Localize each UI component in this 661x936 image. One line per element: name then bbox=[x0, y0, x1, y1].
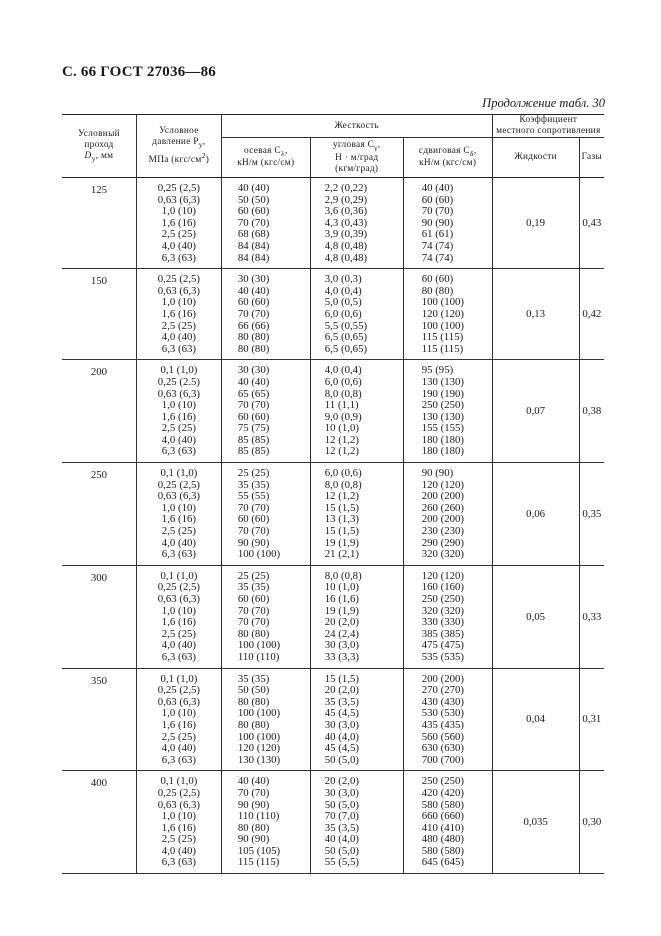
header-shear: сдвиговая $C_\delta$, кН/м (кгс/см) bbox=[403, 138, 492, 178]
value-line: 4,8 (0,48) bbox=[324, 251, 368, 264]
table-row bbox=[62, 269, 604, 360]
value-line: 30 (3,0) bbox=[324, 786, 359, 799]
nominal-diameter-cell: 150 bbox=[62, 269, 136, 360]
value-line: 15 (1,5) bbox=[324, 672, 359, 685]
header-stiffness: Жесткость bbox=[221, 115, 492, 138]
value-line: 50 (50) bbox=[237, 193, 270, 206]
value-line: 4,0 (40) bbox=[161, 742, 196, 755]
page-header: С. 66 ГОСТ 27036—86 bbox=[62, 64, 216, 80]
value-line: 20 (2,0) bbox=[324, 684, 359, 697]
value-line: 40 (40) bbox=[237, 284, 270, 297]
header-liquids: Жидкости bbox=[492, 138, 579, 178]
value-line: 8,0 (0,8) bbox=[324, 569, 362, 582]
value-line: 1,0 (10) bbox=[161, 296, 196, 309]
table-continuation-note: Продолжение табл. 30 bbox=[482, 96, 605, 110]
angular-stiffness-values bbox=[310, 463, 403, 566]
value-line: 260 (260) bbox=[421, 501, 464, 514]
value-line: 70 (70) bbox=[237, 786, 270, 799]
pressure-values bbox=[136, 668, 221, 771]
value-line: 15 (1,5) bbox=[324, 525, 359, 538]
value-line: 70 (70) bbox=[237, 616, 270, 629]
value-line: 385 (385) bbox=[421, 627, 464, 640]
value-line: 90 (90) bbox=[421, 467, 454, 480]
value-line: 80 (80) bbox=[237, 718, 270, 731]
value-line: 480 (480) bbox=[421, 833, 464, 846]
value-line: 130 (130) bbox=[421, 410, 464, 423]
value-line: 45 (4,5) bbox=[324, 707, 359, 720]
value-line: 0,25 (2,5) bbox=[157, 684, 201, 697]
value-line: 50 (50) bbox=[237, 684, 270, 697]
value-line: 0,25 (2.5) bbox=[157, 375, 201, 388]
value-line: 2,5 (25) bbox=[161, 319, 196, 332]
value-line: 4,3 (0,43) bbox=[324, 216, 368, 229]
gases-coefficient: 0,43 bbox=[579, 178, 604, 269]
value-line: 70 (70) bbox=[237, 399, 270, 412]
value-line: 20 (2,0) bbox=[324, 616, 359, 629]
value-line: 2,9 (0,29) bbox=[324, 193, 368, 206]
shear-stiffness-values bbox=[403, 178, 492, 269]
value-line: 6,3 (63) bbox=[161, 753, 196, 766]
value-line: 1,6 (16) bbox=[161, 821, 196, 834]
angular-stiffness-values bbox=[310, 771, 403, 874]
value-line: 30 (3,0) bbox=[324, 718, 359, 731]
angular-stiffness-values bbox=[310, 269, 403, 360]
value-line: 200 (200) bbox=[421, 490, 464, 503]
value-line: 0,63 (6,3) bbox=[157, 193, 201, 206]
value-line: 330 (330) bbox=[421, 616, 464, 629]
value-line: 535 (535) bbox=[421, 650, 464, 663]
value-line: 0,1 (1,0) bbox=[160, 672, 198, 685]
value-line: 70 (70) bbox=[237, 501, 270, 514]
value-line: 0,25 (2,5) bbox=[157, 581, 201, 594]
value-line: 21 (2,1) bbox=[324, 548, 359, 561]
value-line: 5,0 (0,5) bbox=[324, 296, 362, 309]
value-line: 120 (120) bbox=[421, 569, 464, 582]
value-line: 0,63 (6,3) bbox=[157, 284, 201, 297]
value-line: 105 (105) bbox=[237, 844, 281, 857]
value-line: 85 (85) bbox=[237, 433, 270, 446]
value-line: 25 (25) bbox=[237, 467, 270, 480]
table-row bbox=[62, 771, 604, 874]
gases-coefficient: 0,33 bbox=[579, 565, 604, 668]
value-line: 95 (95) bbox=[421, 364, 454, 377]
value-line: 60 (60) bbox=[421, 273, 454, 286]
shear-stiffness-values bbox=[403, 269, 492, 360]
value-line: 30 (3,0) bbox=[324, 639, 359, 652]
value-line: 90 (90) bbox=[237, 798, 270, 811]
value-line: 6,0 (0,6) bbox=[324, 467, 362, 480]
value-line: 130 (130) bbox=[237, 753, 281, 766]
value-line: 80 (80) bbox=[237, 342, 270, 355]
value-line: 180 (180) bbox=[421, 445, 464, 458]
value-line: 40 (40) bbox=[237, 775, 270, 788]
value-line: 45 (4,5) bbox=[324, 742, 359, 755]
value-line: 60 (60) bbox=[237, 205, 270, 218]
value-line: 25 (25) bbox=[237, 569, 270, 582]
value-line: 250 (250) bbox=[421, 399, 464, 412]
value-line: 1,0 (10) bbox=[161, 205, 196, 218]
value-line: 5,5 (0,55) bbox=[324, 319, 368, 332]
value-line: 6,3 (63) bbox=[161, 856, 196, 869]
value-line: 115 (115) bbox=[237, 856, 280, 869]
value-line: 4,0 (40) bbox=[161, 239, 196, 252]
value-line: 30 (30) bbox=[237, 273, 270, 286]
header-angular: угловая $C_\gamma$, Н · м/град (кгм/град) bbox=[310, 138, 403, 178]
value-line: 700 (700) bbox=[421, 753, 464, 766]
value-line: 4,0 (40) bbox=[161, 433, 196, 446]
value-line: 4,0 (40) bbox=[161, 536, 196, 549]
value-line: 1,6 (16) bbox=[161, 718, 196, 731]
value-line: 60 (60) bbox=[237, 593, 270, 605]
value-line: 40 (40) bbox=[421, 182, 454, 194]
value-line: 1,6 (16) bbox=[161, 307, 196, 320]
value-line: 0,25 (2,5) bbox=[157, 182, 201, 194]
shear-stiffness-values bbox=[403, 463, 492, 566]
value-line: 12 (1,2) bbox=[324, 445, 359, 458]
value-line: 55 (55) bbox=[237, 490, 270, 503]
value-line: 70 (70) bbox=[237, 216, 270, 229]
value-line: 290 (290) bbox=[421, 536, 464, 549]
value-line: 15 (1,5) bbox=[324, 501, 359, 514]
pressure-values bbox=[136, 771, 221, 874]
value-line: 110 (110) bbox=[237, 810, 280, 823]
value-line: 6,0 (0,6) bbox=[324, 375, 362, 388]
value-line: 320 (320) bbox=[421, 548, 464, 561]
angular-stiffness-values bbox=[310, 360, 403, 463]
value-line: 1,6 (16) bbox=[161, 616, 196, 629]
value-line: 0,63 (6,3) bbox=[157, 695, 201, 708]
nominal-diameter-cell: 200 bbox=[62, 360, 136, 463]
value-line: 2,2 (0,22) bbox=[324, 182, 368, 194]
value-line: 6,5 (0,65) bbox=[324, 342, 368, 355]
value-line: 100 (100) bbox=[237, 707, 281, 720]
value-line: 75 (75) bbox=[237, 422, 270, 435]
nominal-diameter-cell: 350 bbox=[62, 668, 136, 771]
value-line: 130 (130) bbox=[421, 375, 464, 388]
value-line: 35 (35) bbox=[237, 672, 270, 685]
table-row bbox=[62, 463, 604, 566]
value-line: 1,0 (10) bbox=[161, 604, 196, 617]
value-line: 12 (1,2) bbox=[324, 433, 359, 446]
value-line: 4,0 (40) bbox=[161, 331, 196, 344]
value-line: 4,0 (0,4) bbox=[324, 364, 362, 377]
value-line: 2,5 (25) bbox=[161, 422, 196, 435]
value-line: 55 (5,5) bbox=[324, 856, 359, 869]
value-line: 85 (85) bbox=[237, 445, 270, 458]
nominal-diameter-cell: 250 bbox=[62, 463, 136, 566]
nominal-diameter-cell: 400 bbox=[62, 771, 136, 874]
value-line: 120 (120) bbox=[237, 742, 281, 755]
value-line: 0,25 (2,5) bbox=[157, 478, 201, 491]
value-line: 80 (80) bbox=[237, 821, 270, 834]
liquids-coefficient: 0,04 bbox=[492, 668, 579, 771]
value-line: 2,5 (25) bbox=[161, 627, 196, 640]
value-line: 50 (5,0) bbox=[324, 798, 359, 811]
gases-coefficient: 0,42 bbox=[579, 269, 604, 360]
value-line: 0,1 (1,0) bbox=[160, 569, 198, 582]
value-line: 230 (230) bbox=[421, 525, 464, 538]
value-line: 0,1 (1,0) bbox=[160, 364, 198, 377]
axial-stiffness-values bbox=[221, 360, 310, 463]
liquids-coefficient: 0,19 bbox=[492, 178, 579, 269]
value-line: 3,9 (0,39) bbox=[324, 228, 368, 241]
value-line: 250 (250) bbox=[421, 775, 464, 788]
value-line: 10 (1,0) bbox=[324, 581, 359, 594]
value-line: 320 (320) bbox=[421, 604, 464, 617]
value-line: 65 (65) bbox=[237, 387, 270, 400]
value-line: 80 (80) bbox=[237, 695, 270, 708]
value-line: 410 (410) bbox=[421, 821, 464, 834]
nominal-diameter-cell: 125 bbox=[62, 178, 136, 269]
value-line: 60 (60) bbox=[237, 410, 270, 423]
value-line: 645 (645) bbox=[421, 856, 464, 869]
value-line: 70 (70) bbox=[421, 205, 454, 218]
value-line: 430 (430) bbox=[421, 695, 464, 708]
liquids-coefficient: 0,13 bbox=[492, 269, 579, 360]
value-line: 35 (35) bbox=[237, 478, 270, 491]
value-line: 580 (580) bbox=[421, 844, 464, 857]
value-line: 68 (68) bbox=[237, 228, 270, 241]
header-axial: осевая $C_\lambda$, кН/м (кгс/см) bbox=[221, 138, 310, 178]
liquids-coefficient: 0,07 bbox=[492, 360, 579, 463]
value-line: 60 (60) bbox=[421, 193, 454, 206]
value-line: 35 (3,5) bbox=[324, 821, 359, 834]
value-line: 100 (100) bbox=[237, 730, 281, 743]
value-line: 50 (5,0) bbox=[324, 753, 359, 766]
value-line: 70 (70) bbox=[237, 604, 270, 617]
value-line: 110 (110) bbox=[237, 650, 280, 663]
value-line: 6,0 (0,6) bbox=[324, 307, 362, 320]
value-line: 1,0 (10) bbox=[161, 810, 196, 823]
header-nominal-diameter: Условный проход $D_y$, мм bbox=[78, 128, 120, 163]
value-line: 90 (90) bbox=[237, 833, 270, 846]
value-line: 35 (3,5) bbox=[324, 695, 359, 708]
header-resistance-coefficient: Коэффициент местного сопротивления bbox=[492, 115, 604, 138]
value-line: 1,0 (10) bbox=[161, 501, 196, 514]
value-line: 475 (475) bbox=[421, 639, 464, 652]
value-line: 3,0 (0,3) bbox=[324, 273, 362, 286]
value-line: 250 (250) bbox=[421, 593, 464, 605]
gases-coefficient: 0,31 bbox=[579, 668, 604, 771]
value-line: 420 (420) bbox=[421, 786, 464, 799]
value-line: 6,3 (63) bbox=[161, 251, 196, 264]
table-row bbox=[62, 668, 604, 771]
value-line: 0,63 (6,3) bbox=[157, 798, 201, 811]
pressure-values bbox=[136, 463, 221, 566]
value-line: 6,5 (0,65) bbox=[324, 331, 368, 344]
value-line: 630 (630) bbox=[421, 742, 464, 755]
value-line: 1,6 (16) bbox=[161, 216, 196, 229]
table-row bbox=[62, 360, 604, 463]
angular-stiffness-values bbox=[310, 668, 403, 771]
header-gases: Газы bbox=[579, 138, 604, 178]
value-line: 660 (660) bbox=[421, 810, 464, 823]
table-row bbox=[62, 178, 604, 269]
value-line: 8,0 (0,8) bbox=[324, 387, 362, 400]
value-line: 2,5 (25) bbox=[161, 833, 196, 846]
value-line: 1,6 (16) bbox=[161, 513, 196, 526]
value-line: 66 (66) bbox=[237, 319, 270, 332]
value-line: 1,0 (10) bbox=[161, 399, 196, 412]
value-line: 70 (7,0) bbox=[324, 810, 359, 823]
value-line: 90 (90) bbox=[237, 536, 270, 549]
value-line: 70 (70) bbox=[237, 525, 270, 538]
pressure-values bbox=[136, 360, 221, 463]
value-line: 60 (60) bbox=[237, 296, 270, 309]
table-row bbox=[62, 565, 604, 668]
axial-stiffness-values bbox=[221, 771, 310, 874]
value-line: 0,63 (6,3) bbox=[157, 490, 201, 503]
liquids-coefficient: 0,06 bbox=[492, 463, 579, 566]
value-line: 4,0 (40) bbox=[161, 639, 196, 652]
pressure-values bbox=[136, 178, 221, 269]
value-line: 11 (1,1) bbox=[324, 399, 359, 412]
value-line: 560 (560) bbox=[421, 730, 464, 743]
header-nominal-pressure: Условное давление $P_y$, МПа $(кгс/см^2)$ bbox=[136, 115, 221, 178]
value-line: 61 (61) bbox=[421, 228, 454, 241]
value-line: 115 (115) bbox=[421, 342, 464, 355]
value-line: 2,5 (25) bbox=[161, 525, 196, 538]
value-line: 9,0 (0,9) bbox=[324, 410, 362, 423]
value-line: 435 (435) bbox=[421, 718, 464, 731]
value-line: 80 (80) bbox=[237, 627, 270, 640]
gases-coefficient: 0,38 bbox=[579, 360, 604, 463]
value-line: 70 (70) bbox=[237, 307, 270, 320]
value-line: 270 (270) bbox=[421, 684, 464, 697]
value-line: 190 (190) bbox=[421, 387, 464, 400]
value-line: 30 (30) bbox=[237, 364, 270, 377]
shear-stiffness-values bbox=[403, 565, 492, 668]
value-line: 3,6 (0,36) bbox=[324, 205, 368, 218]
stiffness-table bbox=[62, 114, 604, 874]
axial-stiffness-values bbox=[221, 178, 310, 269]
value-line: 160 (160) bbox=[421, 581, 464, 594]
value-line: 6,3 (63) bbox=[161, 650, 196, 663]
value-line: 0,1 (1,0) bbox=[160, 775, 198, 788]
value-line: 13 (1,3) bbox=[324, 513, 359, 526]
liquids-coefficient: 0,035 bbox=[492, 771, 579, 874]
value-line: 0,1 (1,0) bbox=[160, 467, 198, 480]
value-line: 60 (60) bbox=[237, 513, 270, 526]
value-line: 33 (3,3) bbox=[324, 650, 359, 663]
gases-coefficient: 0,35 bbox=[579, 463, 604, 566]
value-line: 10 (1,0) bbox=[324, 422, 359, 435]
value-line: 6,3 (63) bbox=[161, 445, 196, 458]
value-line: 19 (1,9) bbox=[324, 604, 359, 617]
value-line: 120 (120) bbox=[421, 307, 464, 320]
value-line: 2,5 (25) bbox=[161, 228, 196, 241]
value-line: 200 (200) bbox=[421, 513, 464, 526]
value-line: 0,25 (2,5) bbox=[157, 273, 201, 286]
value-line: 155 (155) bbox=[421, 422, 464, 435]
shear-stiffness-values bbox=[403, 771, 492, 874]
value-line: 2,5 (25) bbox=[161, 730, 196, 743]
shear-stiffness-values bbox=[403, 360, 492, 463]
value-line: 120 (120) bbox=[421, 478, 464, 491]
value-line: 100 (100) bbox=[237, 548, 281, 561]
angular-stiffness-values bbox=[310, 178, 403, 269]
axial-stiffness-values bbox=[221, 463, 310, 566]
value-line: 4,0 (0,4) bbox=[324, 284, 362, 297]
value-line: 40 (4,0) bbox=[324, 833, 359, 846]
value-line: 100 (100) bbox=[237, 639, 281, 652]
value-line: 50 (5,0) bbox=[324, 844, 359, 857]
value-line: 84 (84) bbox=[237, 239, 270, 252]
value-line: 0,63 (6,3) bbox=[157, 387, 201, 400]
value-line: 6,3 (63) bbox=[161, 342, 196, 355]
value-line: 580 (580) bbox=[421, 798, 464, 811]
value-line: 74 (74) bbox=[421, 239, 454, 252]
value-line: 1,6 (16) bbox=[161, 410, 196, 423]
value-line: 20 (2,0) bbox=[324, 775, 359, 788]
axial-stiffness-values bbox=[221, 269, 310, 360]
angular-stiffness-values bbox=[310, 565, 403, 668]
value-line: 1,0 (10) bbox=[161, 707, 196, 720]
pressure-values bbox=[136, 565, 221, 668]
value-line: 40 (4,0) bbox=[324, 730, 359, 743]
pressure-values bbox=[136, 269, 221, 360]
value-line: 530 (530) bbox=[421, 707, 464, 720]
value-line: 84 (84) bbox=[237, 251, 270, 264]
value-line: 8,0 (0,8) bbox=[324, 478, 362, 491]
value-line: 35 (35) bbox=[237, 581, 270, 594]
value-line: 90 (90) bbox=[421, 216, 454, 229]
value-line: 115 (115) bbox=[421, 331, 464, 344]
liquids-coefficient: 0,05 bbox=[492, 565, 579, 668]
value-line: 180 (180) bbox=[421, 433, 464, 446]
gases-coefficient: 0,30 bbox=[579, 771, 604, 874]
value-line: 74 (74) bbox=[421, 251, 454, 264]
value-line: 80 (80) bbox=[237, 331, 270, 344]
value-line: 16 (1,6) bbox=[324, 593, 359, 605]
value-line: 100 (100) bbox=[421, 296, 464, 309]
value-line: 4,0 (40) bbox=[161, 844, 196, 857]
shear-stiffness-values bbox=[403, 668, 492, 771]
axial-stiffness-values bbox=[221, 565, 310, 668]
value-line: 24 (2,4) bbox=[324, 627, 359, 640]
value-line: 0,63 (6,3) bbox=[157, 593, 201, 605]
value-line: 80 (80) bbox=[421, 284, 454, 297]
value-line: 0,25 (2,5) bbox=[157, 786, 201, 799]
value-line: 4,8 (0,48) bbox=[324, 239, 368, 252]
value-line: 40 (40) bbox=[237, 375, 270, 388]
value-line: 19 (1,9) bbox=[324, 536, 359, 549]
nominal-diameter-cell: 300 bbox=[62, 565, 136, 668]
value-line: 12 (1,2) bbox=[324, 490, 359, 503]
value-line: 200 (200) bbox=[421, 672, 464, 685]
value-line: 100 (100) bbox=[421, 319, 464, 332]
value-line: 6,3 (63) bbox=[161, 548, 196, 561]
axial-stiffness-values bbox=[221, 668, 310, 771]
value-line: 40 (40) bbox=[237, 182, 270, 194]
